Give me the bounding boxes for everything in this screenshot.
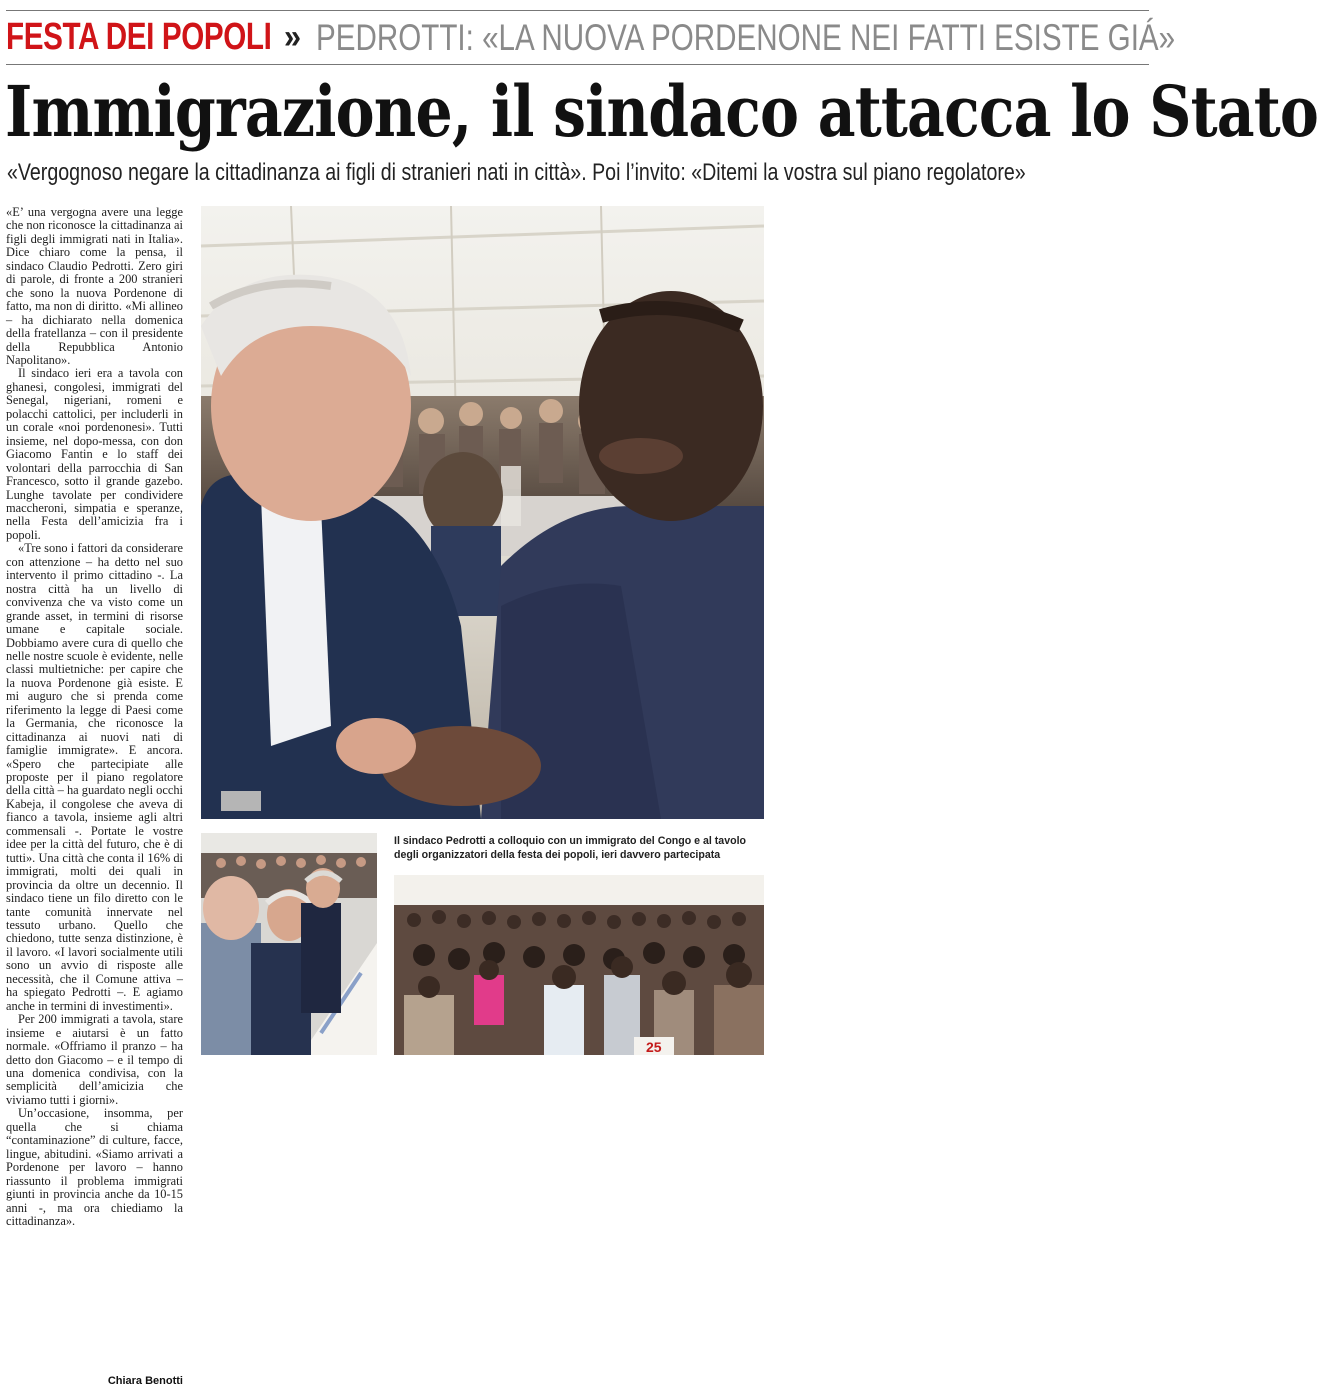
headline: Immigrazione, il sindaco attacca lo Stato [5,70,1318,153]
table-photo [201,833,377,1055]
main-photo [201,206,764,819]
body-paragraph-2: Il sindaco ieri era a tavola con ghanesi, congolesi, immigrati del Senegal, nigeriani, romeni e polacchi cattolici, per includerli in un corale «noi pordenonesi». Tutti insieme, nel dopo-messa, con don Giacomo Fantin e lo staff dei volontari della parrocchia di San Francesco, sotto il grande gazebo. Lunghe tavolate per condividere maccheroni, simpatia e speranze, nella Festa dell’amicizia fra i popoli. [6,366,183,542]
crowd-photo [394,875,764,1055]
body-paragraph-5: Un’occasione, insomma, per quella che si chiama “contaminazione” di culture, facce, lingue, abitudini. «Siamo arrivati a Pordenone per lavoro – hanno riassunto il problema immigrati giunti in provincia anche da 10-15 anni -, ma ora chiediamo la cittadinanza». [6,1106,183,1228]
body-paragraph-4: Per 200 immigrati a tavola, stare insieme e aiutarsi è un fatto normale. «Offriamo il pranzo – ha detto don Giacomo – e il tempo di una domenica condivisa, con la semplicità dell’amicizia che viviamo tutti i giorni». [6,1012,183,1107]
kicker-separator: » [283,18,301,56]
table-number-sign: 25 [646,1039,662,1055]
body-paragraph-3: «Tre sono i fattori da considerare con attenzione – ha detto nel suo intervento il primo cittadino -. La nostra città ha un livello di convivenza che va visto come un grande asset, in termini di risorse umane e capitale sociale. Dobbiamo avere cura di quello che nelle nostre scuole è evidente, nelle classi multietniche: per capire che la nuova Pordenone già esiste. E mi auguro che si prenda come riferimento la legge di Paesi come la Germania, che riconosce la cittadinanza ai nuovi nati di famiglie immigrate». E ancora. «Spero che partecipiate alle proposte per il piano regolatore della città – ha guardato negli occhi Kabeja, il congolese che aveva di fianco a tavola, insieme agli altri commensali -. Portate le vostre idee per la città del futuro, che è di tutti». Una città che conta il 16% di immigrati, molti dei quali in provincia da oltre un decennio. Il sindaco tiene un filo diretto con le tante comunità innervate nel tessuto urbano. Quello che chiedono, tutte senza distinzione, è il lavoro. «I lavori socialmente utili sono un avvio di risposte alle necessità, che il Comune attiva – ha spiegato Pedrotti –. E agiamo anche in termini di investimenti». [6,541,183,1013]
kicker [6,16,1176,64]
byline: Chiara Benotti [107,1375,183,1387]
kicker-rule [6,64,1149,65]
subheadline: «Vergognoso negare la cittadinanza ai figli di stranieri nati in città». Poi l’invito: «Ditemi la vostra sul piano regolatore» [7,159,1026,186]
top-rule [6,10,1149,11]
photo-caption: Il sindaco Pedrotti a colloquio con un immigrato del Congo e al tavolo degli organizzatori della festa dei popoli, ieri davvero partecipata [394,835,746,861]
kicker-section: FESTA DEI POPOLI [6,16,272,58]
body-paragraph-1: «E’ una vergogna avere una legge che non riconosce la cittadinanza ai figli degli immigrati nati in Italia». Dice chiaro come la pensa, il sindaco Claudio Pedrotti. Zero giri di parole, di fronte a 200 stranieri che sono la nuova Pordenone di fatto, ma non di diritto. «Mi allineo – ha dichiarato nella domenica della fratellanza – con il presidente della Repubblica Antonio Napolitano». [6,205,183,367]
article-body [6,206,183,1386]
kicker-topic: PEDROTTI: «LA NUOVA PORDENONE NEI FATTI ESISTE GIÁ» [316,17,1176,58]
